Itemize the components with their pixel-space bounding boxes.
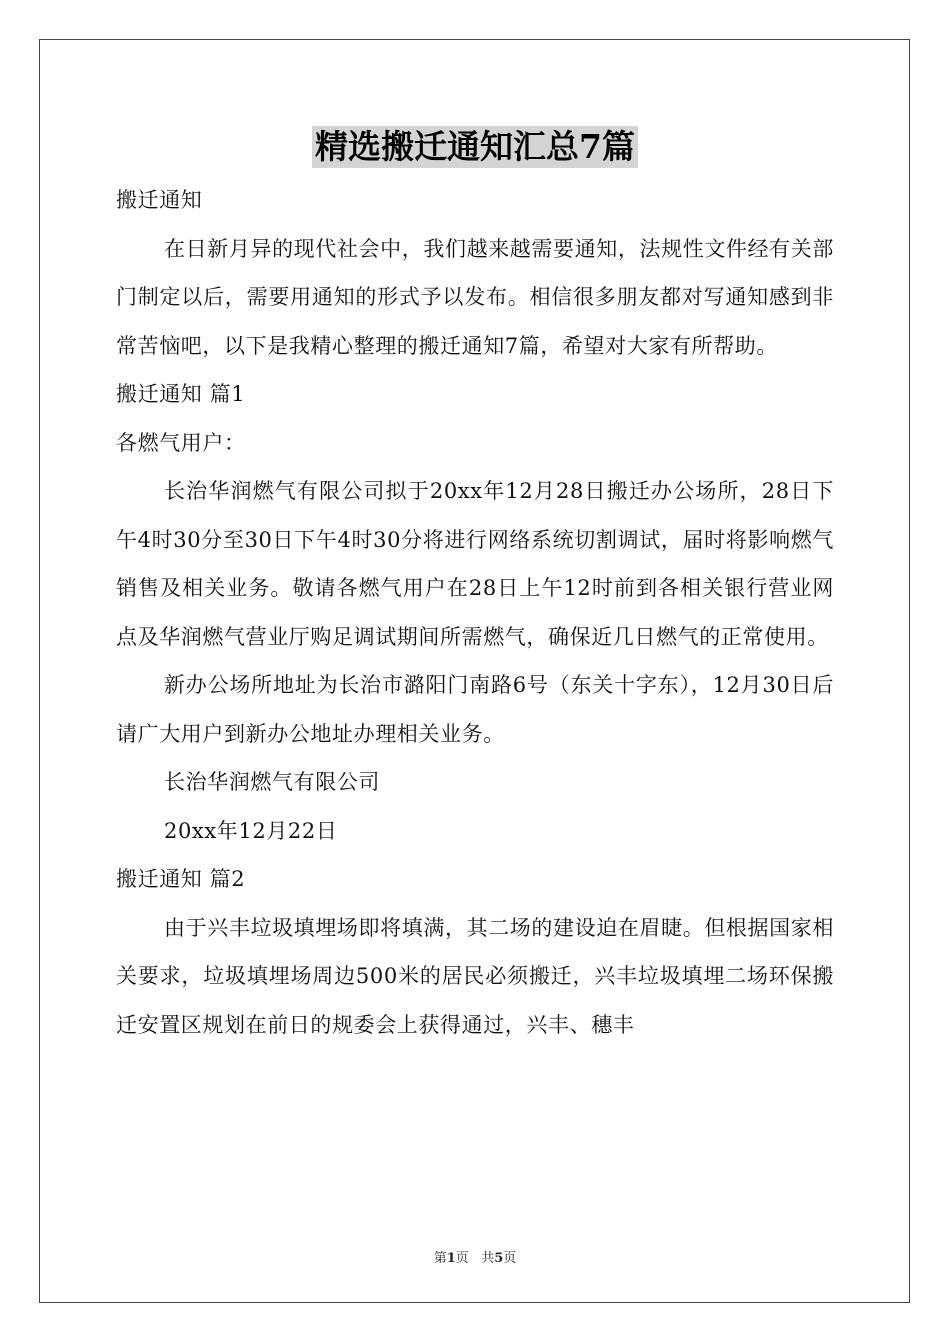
section1-signature: 长治华润燃气有限公司: [164, 770, 380, 794]
document-body: [116, 176, 834, 1049]
section1-salutation: 各燃气用户：: [116, 430, 246, 455]
footer-prefix: 第: [433, 1251, 447, 1266]
section1-heading: 搬迁通知 篇1: [116, 382, 246, 406]
document-title: 精选搬迁通知汇总7篇: [312, 126, 638, 168]
section1-date: 20xx年12月22日: [164, 818, 338, 843]
title-wrap: [0, 126, 950, 168]
section1-paragraph-2: 新办公场所地址为长治市潞阳门南路6号（东关十字东），12月30日后请广大用户到新办公地址办理相关业务。: [116, 673, 834, 746]
footer-total-prefix: 共: [481, 1251, 495, 1266]
footer-page-number: 1: [446, 1251, 456, 1266]
footer-page-suffix: 页: [455, 1251, 469, 1266]
page-footer: [0, 1247, 950, 1266]
section2-paragraph-1: 由于兴丰垃圾填埋场即将填满，其二场的建设迫在眉睫。但根据国家相关要求，垃圾填埋场周边500米的居民必须搬迁，兴丰垃圾填埋二场环保搬迁安置区规划在前日的规委会上获得通过，兴丰、穗丰: [116, 915, 834, 1037]
footer-total-suffix: 页: [503, 1251, 517, 1266]
footer-total-pages: 5: [494, 1251, 504, 1266]
intro-heading: 搬迁通知: [116, 188, 203, 212]
section1-paragraph-1: 长治华润燃气有限公司拟于20xx年12月28日搬迁办公场所，28日下午4时30分至30日下午4时30分将进行网络系统切割调试，届时将影响燃气销售及相关业务。敬请各燃气用户在28日上午12时前到各相关银行营业网点及华润燃气营业厅购足调试期间所需燃气，确保近几日燃气的正常使用。: [116, 479, 834, 649]
section2-heading: 搬迁通知 篇2: [116, 867, 246, 891]
intro-paragraph: 在日新月异的现代社会中，我们越来越需要通知，法规性文件经有关部门制定以后，需要用通知的形式予以发布。相信很多朋友都对写通知感到非常苦恼吧，以下是我精心整理的搬迁通知7篇，希望对大家有所帮助。: [116, 236, 834, 358]
